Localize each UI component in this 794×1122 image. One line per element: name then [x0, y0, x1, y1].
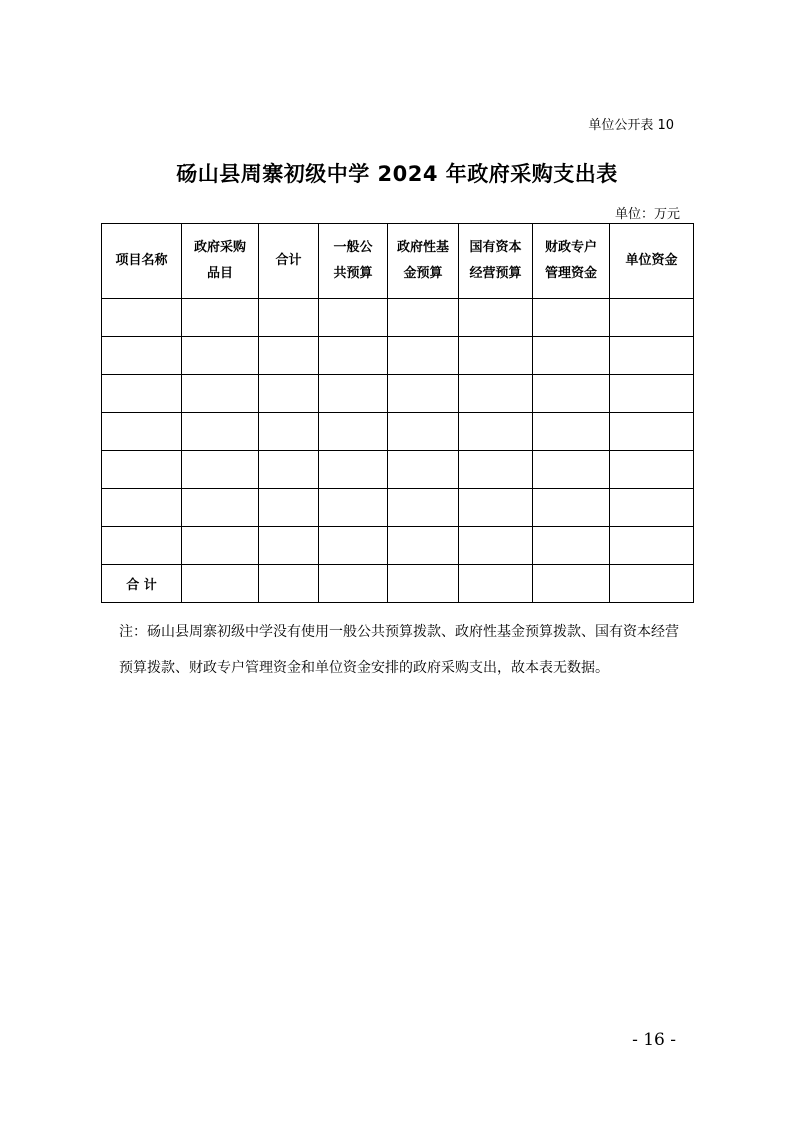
table-cell — [388, 489, 459, 527]
table-cell — [182, 337, 259, 375]
table-row — [102, 451, 694, 489]
page-number: - 16 - — [632, 1030, 676, 1050]
header-total: 合计 — [259, 224, 319, 299]
table-cell — [319, 413, 388, 451]
table-cell — [388, 413, 459, 451]
table-cell — [182, 527, 259, 565]
table-cell — [610, 337, 694, 375]
procurement-table — [101, 223, 694, 603]
table-cell — [459, 337, 533, 375]
table-cell — [182, 299, 259, 337]
table-cell — [610, 375, 694, 413]
table-cell — [533, 451, 610, 489]
table-cell — [533, 337, 610, 375]
table-cell — [459, 527, 533, 565]
table-cell — [259, 299, 319, 337]
header-unit-funds: 单位资金 — [610, 224, 694, 299]
table-cell — [102, 413, 182, 451]
table-cell — [533, 527, 610, 565]
table-cell — [459, 565, 533, 603]
page-title: 砀山县周寨初级中学 2024 年政府采购支出表 — [176, 162, 618, 186]
header-state-capital-budget: 国有资本 经营预算 — [459, 224, 533, 299]
table-header-row — [102, 224, 694, 299]
table-cell — [319, 489, 388, 527]
table-cell — [259, 413, 319, 451]
table-cell — [533, 375, 610, 413]
table-cell — [388, 337, 459, 375]
table-cell — [102, 375, 182, 413]
table-cell — [388, 451, 459, 489]
table-cell — [459, 489, 533, 527]
header-procurement-category: 政府采购 品目 — [182, 224, 259, 299]
table-cell — [459, 413, 533, 451]
unit-label: 单位：万元 — [614, 207, 680, 222]
table-cell — [459, 299, 533, 337]
table-cell — [102, 299, 182, 337]
table-cell — [533, 299, 610, 337]
table-cell — [259, 337, 319, 375]
table-cell — [259, 451, 319, 489]
table-cell — [610, 527, 694, 565]
table-cell — [259, 375, 319, 413]
table-cell — [388, 299, 459, 337]
table-cell — [319, 565, 388, 603]
table-cell — [259, 565, 319, 603]
table-row — [102, 527, 694, 565]
table-cell — [319, 451, 388, 489]
table-cell — [259, 489, 319, 527]
table-cell — [610, 451, 694, 489]
table-cell — [610, 565, 694, 603]
table-row — [102, 489, 694, 527]
table-cell — [388, 375, 459, 413]
table-cell — [610, 299, 694, 337]
table-cell — [388, 527, 459, 565]
table-cell — [182, 565, 259, 603]
table-note: 注：砀山县周寨初级中学没有使用一般公共预算拨款、政府性基金预算拨款、国有资本经营预算拨款、财政专户管理资金和单位资金安排的政府采购支出，故本表无数据。 — [119, 624, 679, 676]
table-cell — [533, 489, 610, 527]
table-cell — [319, 527, 388, 565]
table-cell — [533, 413, 610, 451]
table-cell — [102, 527, 182, 565]
table-cell — [259, 527, 319, 565]
table-cell — [319, 299, 388, 337]
table-cell — [459, 451, 533, 489]
table-cell — [102, 337, 182, 375]
table-cell — [102, 451, 182, 489]
table-cell — [388, 565, 459, 603]
table-cell — [533, 565, 610, 603]
total-label: 合 计 — [102, 565, 182, 603]
table-cell — [182, 489, 259, 527]
table-cell — [319, 375, 388, 413]
table-cell — [319, 337, 388, 375]
table-cell — [610, 413, 694, 451]
table-cell — [459, 375, 533, 413]
table-cell — [610, 489, 694, 527]
table-row — [102, 375, 694, 413]
table-cell — [182, 413, 259, 451]
table-cell — [182, 451, 259, 489]
header-general-budget: 一般公 共预算 — [319, 224, 388, 299]
table-cell — [102, 489, 182, 527]
header-fiscal-special-account: 财政专户 管理资金 — [533, 224, 610, 299]
table-cell — [182, 375, 259, 413]
header-project-name: 项目名称 — [102, 224, 182, 299]
table-row — [102, 299, 694, 337]
table-row — [102, 413, 694, 451]
total-row — [102, 565, 694, 603]
header-gov-fund-budget: 政府性基 金预算 — [388, 224, 459, 299]
form-code: 单位公开表 10 — [588, 118, 674, 133]
table-row — [102, 337, 694, 375]
